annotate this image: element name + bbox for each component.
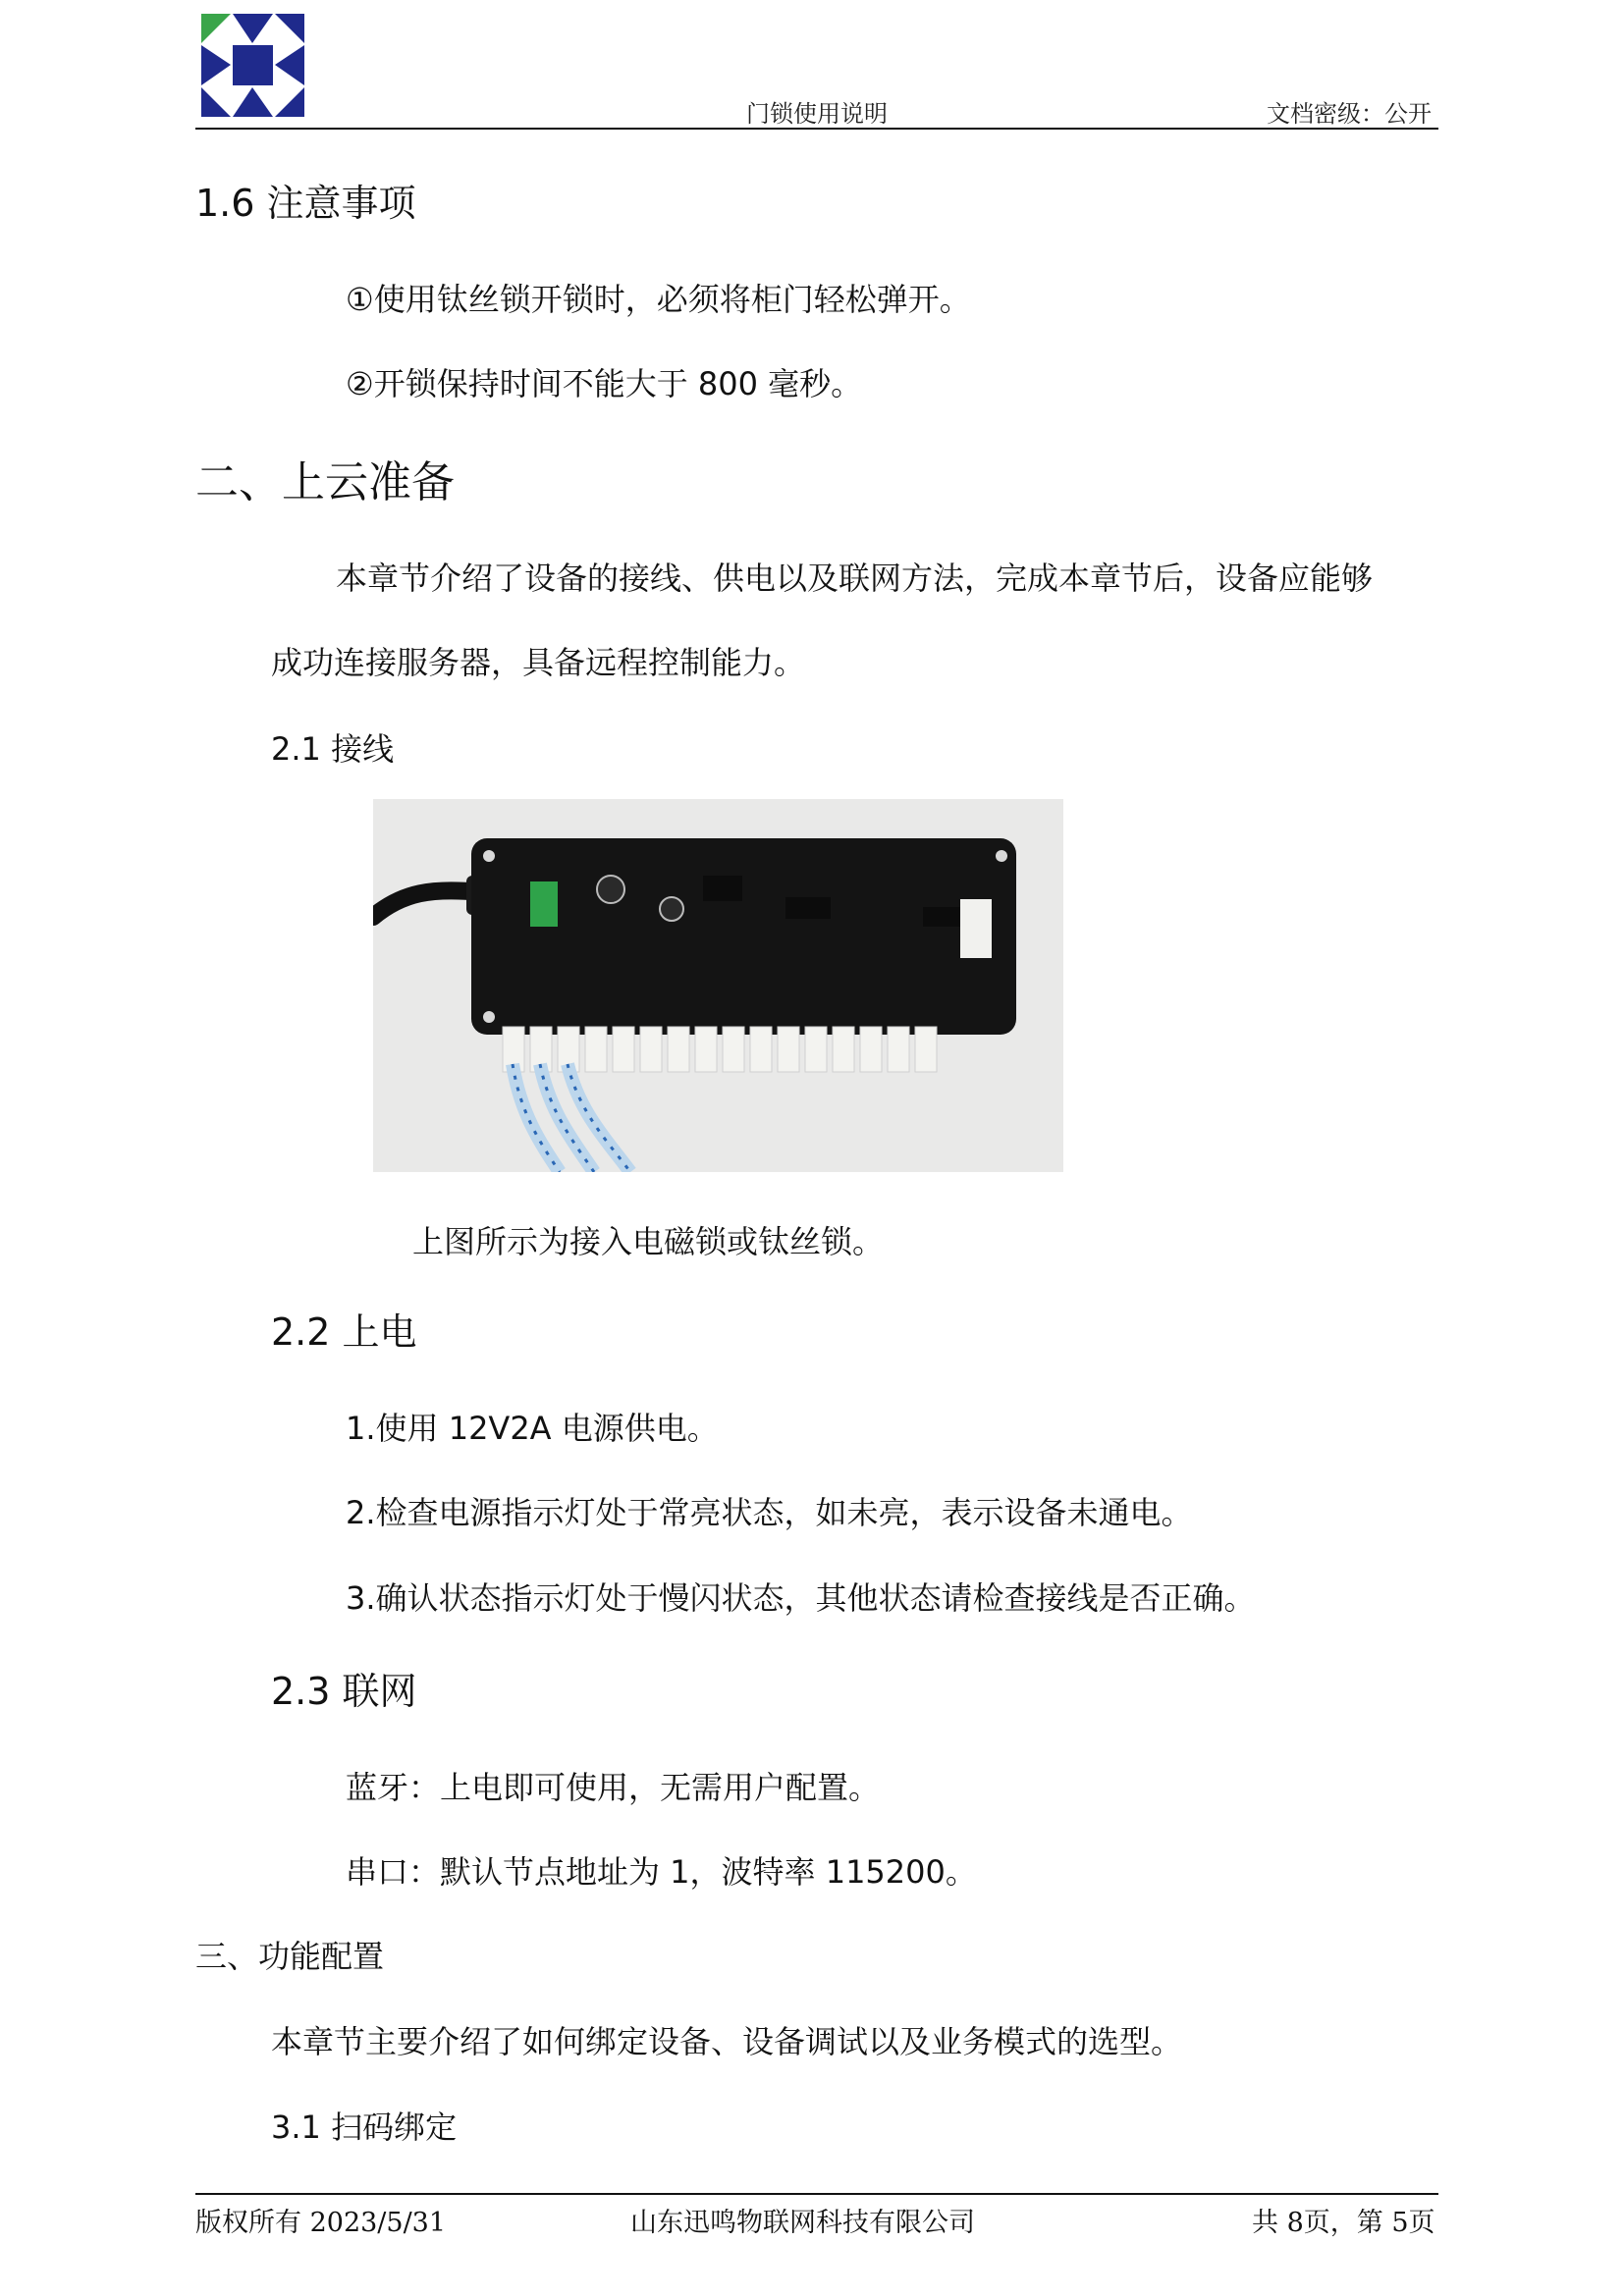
list-item: ②开锁保持时间不能大于 800 毫秒。 [346,365,863,402]
chapter-3-intro: 本章节主要介绍了如何绑定设备、设备调试以及业务模式的选型。 [271,2023,1183,2060]
header-doc-title: 门锁使用说明 [746,100,888,128]
footer-company: 山东迅鸣物联网科技有限公司 [630,2208,975,2238]
list-item: ①使用钛丝锁开锁时，必须将柜门轻松弹开。 [346,281,971,318]
chapter-2-intro-line1: 本章节介绍了设备的接线、供电以及联网方法，完成本章节后，设备应能够 [336,560,1374,597]
chapter-2-intro-line2: 成功连接服务器，具备远程控制能力。 [271,644,806,681]
section-3-1-heading: 3.1 扫码绑定 [271,2109,458,2146]
wiring-board-photo [373,799,1063,1172]
footer-page-info: 共 8页，第 5页 [1252,2208,1435,2238]
company-logo [201,14,304,117]
section-1-6-heading: 1.6 注意事项 [195,182,416,225]
section-2-1-heading: 2.1 接线 [271,730,395,768]
footer-copyright: 版权所有 2023/5/31 [195,2208,447,2238]
chapter-2-heading: 二、上云准备 [195,457,455,507]
chapter-3-heading: 三、功能配置 [195,1938,385,1975]
list-item: 2.检查电源指示灯处于常亮状态，如未亮，表示设备未通电。 [346,1494,1193,1531]
header-rule [195,128,1438,130]
photo-caption: 上图所示为接入电磁锁或钛丝锁。 [412,1223,885,1260]
header-classification: 文档密级：公开 [1267,100,1432,128]
list-item: 蓝牙：上电即可使用，无需用户配置。 [346,1769,881,1806]
list-item: 串口：默认节点地址为 1，波特率 115200。 [346,1853,977,1891]
section-2-2-heading: 2.2 上电 [271,1310,417,1354]
footer-rule [195,2193,1438,2195]
section-2-3-heading: 2.3 联网 [271,1670,417,1713]
list-item: 3.确认状态指示灯处于慢闪状态，其他状态请检查接线是否正确。 [346,1579,1256,1617]
list-item: 1.使用 12V2A 电源供电。 [346,1410,719,1447]
